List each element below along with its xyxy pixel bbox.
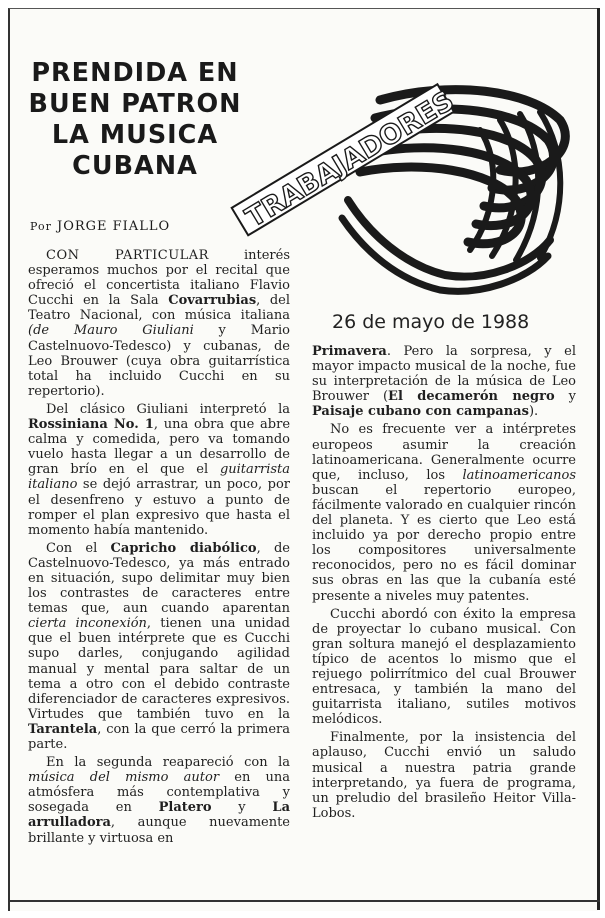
paragraph-2: Del clásico Giuliani interpretó la Rossiniana No. 1, una obra que abre calma y comedida, pero va tomando vuelo hasta llegar a un desarrollo de gran brío en el que el guitarrista italiano se dejó arrastrar, un poco, por el desenfreno y estuvo a punto de romper el plan expresivo que hasta el momento había mantenido. [28, 401, 291, 538]
headline-line-1: PRENDIDA EN [31, 58, 239, 88]
paragraph-3: Con el Capricho diabólico, de Castelnuovo-Tedesco, ya más entrado en situación, supo delimitar muy bien los contrastes de caracteres entre temas que, aun cuando aparentan cierta inconexión, tienen una unidad que el buen intérprete que es Cucchi supo darles, conjugando agilidad manual y mental para saltar de un tema a otro con el debido contraste diferenciador de caracteres expresivos. Virtudes que también tuvo en la Tarantela, con la que cerró la primera parte. [28, 540, 290, 752]
paragraph-7: Finalmente, por la insistencia del aplauso, Cucchi envió un saludo musical a nuestra patria grande interpretando, ya fuera de programa, un preludio del brasileño Heitor Villa-Lobos. [312, 730, 576, 821]
byline-prefix: Por [30, 220, 52, 233]
clipping-edge-right [597, 8, 600, 910]
paragraph-5: No es frecuente ver a intérpretes europeos asumir la creación latinoamericana. Generalmente ocurre que, incluso, los latinoamericanos buscan el repertorio europeo, fácilmente valorado en cualquier rincón del planeta. Y es cierto que Leo está incluido ya por derecho propio entre los compositores universalmente reconocidos, pero no es fácil dominar sus obras en las que la cubanía esté presente a niveles muy patentes. [312, 422, 576, 604]
article-column-right [312, 344, 576, 824]
logo-swirl-stripes [342, 90, 565, 292]
article-column-left [28, 248, 290, 849]
paragraph-1: CON PARTICULAR interés esperamos muchos por el recital que ofreció el concertista italiano Flavio Cucchi en la Sala Covarrubias, del Teatro Nacional, con música italiana (de Mauro Giuliani y Mario Castelnuovo-Tedesco) y cubanas, de Leo Brouwer (cuya obra guitarrística total ha incluido Cucchi en su repertorio). [28, 248, 291, 399]
paragraph-4-start: En la segunda reapareció con la música del mismo autor en una atmósfera más contemplativa y sosegada en Platero y La arrulladora, aunque nuevamente brillante y virtuosa en [28, 755, 291, 846]
headline [20, 58, 250, 182]
date-stamp: 26 de mayo de 1988 [332, 311, 530, 333]
logo-banner [232, 82, 460, 238]
headline-line-2: BUEN PATRON [28, 89, 242, 119]
byline-author: JORGE FIALLO [56, 219, 171, 234]
byline [30, 219, 170, 234]
paragraph-4-end: Primavera. Pero la sorpresa, y el mayor impacto musical de la noche, fue su interpretación de la música de Leo Brouwer (El decamerón negro y Paisaje cubano con campanas). [312, 344, 576, 420]
headline-line-3: LA MUSICA [51, 120, 219, 150]
paragraph-6: Cucchi abordó con éxito la empresa de proyectar lo cubano musical. Con gran soltura manejó el desplazamiento típico de acentos lo mismo que el rejuego polirrítmico del cual Brouwer entresaca, y también la mano del guitarrista italiano, sutiles motivos melódicos. [312, 606, 576, 728]
logo-banner-text: TRABAJADORES [240, 85, 460, 234]
clipping-edge-bottom [8, 900, 600, 902]
headline-line-4: CUBANA [72, 151, 198, 181]
